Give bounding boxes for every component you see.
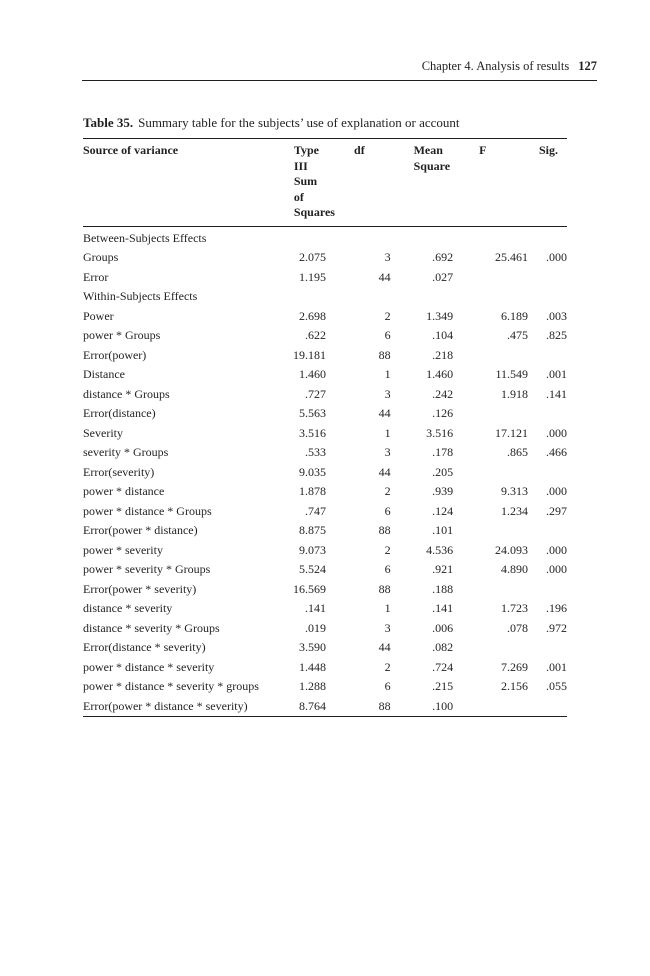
cell-source: power * severity: [83, 542, 163, 557]
cell-source: severity * Groups: [83, 445, 169, 459]
cell-f: [453, 268, 528, 288]
cell-source: Distance: [83, 367, 125, 381]
chapter-title: Chapter 4. Analysis of results: [421, 59, 570, 73]
cell-source: Error: [83, 269, 109, 284]
cell-df: 6: [384, 328, 391, 342]
cell-sig: .001: [546, 659, 567, 674]
cell-sum-of-squares: 16.569: [293, 581, 327, 596]
cell-sig: .825: [546, 328, 567, 342]
cell-df: 44: [378, 640, 391, 654]
cell-mean-square: .006: [432, 620, 454, 635]
cell-mean-square: .724: [432, 659, 454, 674]
cell-sum-of-squares: 1.448: [299, 659, 327, 674]
cell-df: 3: [384, 386, 391, 401]
cell-df: 6: [384, 503, 391, 518]
cell-source: distance * Groups: [83, 386, 170, 401]
page-number: 127: [578, 59, 597, 73]
cell-sum-of-squares: 3.516: [299, 425, 327, 440]
cell-mean-square: .104: [432, 328, 454, 342]
table-caption-text: Summary table for the subjects’ use of explanation or account: [138, 115, 460, 130]
cell-df: 44: [378, 269, 391, 284]
cell-mean-square: [391, 226, 454, 248]
cell-sum-of-squares: 19.181: [293, 347, 327, 362]
cell-df: 44: [378, 406, 391, 420]
cell-sig: .196: [546, 601, 567, 615]
cell-sig: .972: [546, 620, 567, 635]
cell-mean-square: .027: [432, 269, 454, 284]
cell-sig: [528, 580, 567, 600]
cell-mean-square: .178: [432, 445, 454, 459]
table-row: [83, 326, 567, 346]
table-row: [83, 248, 567, 268]
cell-f: [453, 521, 528, 541]
cell-sig: .001: [546, 367, 567, 381]
cell-sig: .141: [546, 386, 567, 401]
cell-source: power * severity * Groups: [83, 562, 211, 576]
cell-sig: .000: [546, 562, 567, 576]
cell-source: Error(power * distance * severity): [83, 698, 248, 713]
cell-source: Error(severity): [83, 464, 155, 479]
cell-source: power * distance: [83, 484, 165, 498]
cell-sig: .466: [546, 445, 567, 459]
table-row: [83, 424, 567, 444]
table-row: [83, 521, 567, 541]
table-row: [83, 599, 567, 619]
cell-f: 25.461: [495, 250, 528, 264]
cell-sig: .000: [546, 250, 567, 264]
cell-sum-of-squares: 3.590: [299, 640, 327, 654]
cell-f: [453, 697, 528, 717]
cell-source: Between-Subjects Effects: [83, 230, 207, 245]
cell-df: 1: [384, 367, 391, 381]
cell-f: 9.313: [501, 484, 528, 498]
table-row: [83, 677, 567, 697]
cell-f: .078: [507, 620, 528, 635]
running-head: [82, 59, 597, 81]
cell-source: power * distance * severity * groups: [83, 679, 259, 693]
cell-df: 44: [378, 464, 391, 479]
cell-f: 17.121: [495, 425, 528, 440]
cell-sig: [528, 287, 567, 307]
cell-f: [453, 638, 528, 658]
cell-sig: .000: [546, 425, 567, 440]
cell-mean-square: 4.536: [426, 542, 454, 557]
cell-mean-square: .939: [432, 484, 454, 498]
cell-df: 88: [378, 347, 391, 362]
cell-f: 2.156: [501, 679, 528, 693]
col-header-mean-square: [391, 139, 454, 227]
cell-sum-of-squares: 1.460: [299, 367, 327, 381]
cell-sum-of-squares: .141: [305, 601, 327, 615]
cell-f: 7.269: [501, 659, 528, 674]
cell-mean-square: .218: [432, 347, 454, 362]
table-row: [83, 365, 567, 385]
cell-mean-square: .126: [432, 406, 454, 420]
cell-df: 6: [384, 679, 391, 693]
cell-mean-square: .215: [432, 679, 454, 693]
cell-sum-of-squares: 9.035: [299, 464, 327, 479]
table-label: Table 35.: [83, 115, 134, 130]
col-header-sum-of-squares: [278, 139, 335, 227]
cell-sum-of-squares: 5.524: [299, 562, 327, 576]
cell-source: Within-Subjects Effects: [83, 289, 198, 303]
cell-source: distance * severity: [83, 601, 173, 615]
table-row: [83, 482, 567, 502]
cell-source: power * distance * severity: [83, 659, 215, 674]
table-row: [83, 346, 567, 366]
table-row: [83, 443, 567, 463]
cell-mean-square: .100: [432, 698, 454, 713]
col-header-ms-line1: Mean: [413, 143, 443, 157]
cell-sig: [528, 521, 567, 541]
table-row: [83, 697, 567, 717]
cell-mean-square: [391, 287, 454, 307]
col-header-f: F: [479, 143, 487, 157]
cell-f: .475: [507, 328, 528, 342]
table-row: [83, 463, 567, 483]
cell-df: 1: [384, 601, 391, 615]
cell-df: 3: [384, 445, 391, 459]
table-row: [83, 658, 567, 678]
table-header-row: [83, 139, 567, 227]
cell-source: power * Groups: [83, 328, 161, 342]
cell-df: 2: [384, 484, 391, 498]
cell-sig: [528, 346, 567, 366]
table-caption: [83, 115, 460, 131]
cell-f: [453, 346, 528, 366]
table-body: [83, 226, 567, 717]
cell-source: Error(power): [83, 347, 147, 362]
cell-mean-square: .921: [432, 562, 454, 576]
cell-sum-of-squares: .533: [305, 445, 327, 459]
cell-mean-square: .124: [432, 503, 454, 518]
cell-mean-square: .692: [432, 250, 454, 264]
cell-df: 1: [384, 425, 391, 440]
cell-mean-square: .082: [432, 640, 454, 654]
cell-sum-of-squares: 8.764: [299, 698, 327, 713]
cell-sum-of-squares: 2.075: [299, 250, 327, 264]
cell-f: 1.918: [501, 386, 528, 401]
cell-mean-square: .242: [432, 386, 454, 401]
cell-f: [453, 287, 528, 307]
cell-sum-of-squares: [278, 287, 326, 307]
cell-source: power * distance * Groups: [83, 503, 212, 518]
cell-source: Severity: [83, 425, 123, 440]
cell-df: 3: [384, 620, 391, 635]
table-row: [83, 226, 567, 248]
cell-df: 3: [384, 250, 391, 264]
cell-df: [326, 287, 391, 307]
col-header-ss-line2: of Squares: [293, 189, 335, 219]
cell-f: 24.093: [495, 542, 528, 557]
cell-df: [326, 226, 391, 248]
cell-df: 2: [384, 659, 391, 674]
cell-mean-square: .188: [432, 581, 454, 596]
table-row: [83, 638, 567, 658]
table-row: [83, 385, 567, 405]
cell-source: Error(power * distance): [83, 523, 198, 537]
cell-f: .865: [507, 445, 528, 459]
cell-mean-square: .141: [432, 601, 454, 615]
cell-sum-of-squares: 1.878: [299, 484, 327, 498]
cell-f: [453, 226, 528, 248]
cell-df: 88: [378, 698, 391, 713]
col-header-sig: Sig.: [539, 143, 559, 157]
cell-mean-square: 3.516: [426, 425, 454, 440]
cell-mean-square: 1.460: [426, 367, 454, 381]
cell-df: 6: [384, 562, 391, 576]
cell-f: 11.549: [495, 367, 528, 381]
cell-source: Error(distance): [83, 406, 156, 420]
cell-sum-of-squares: 8.875: [299, 523, 327, 537]
table-row: [83, 560, 567, 580]
cell-df: 2: [384, 542, 391, 557]
cell-source: Groups: [83, 250, 119, 264]
cell-f: 1.234: [501, 503, 528, 518]
table-row: [83, 404, 567, 424]
table-row: [83, 307, 567, 327]
cell-mean-square: .205: [432, 464, 454, 479]
cell-sig: .003: [546, 308, 567, 323]
cell-sum-of-squares: .019: [305, 620, 327, 635]
cell-sum-of-squares: .747: [305, 503, 327, 518]
cell-sig: [528, 226, 567, 248]
cell-df: 2: [384, 308, 391, 323]
cell-sum-of-squares: 2.698: [299, 308, 327, 323]
table-row: [83, 268, 567, 288]
table-row: [83, 541, 567, 561]
cell-df: 88: [378, 581, 391, 596]
cell-df: 88: [378, 523, 391, 537]
cell-f: [453, 580, 528, 600]
col-header-source: Source of variance: [83, 143, 179, 157]
cell-sum-of-squares: 1.288: [299, 679, 327, 693]
cell-sum-of-squares: .727: [305, 386, 327, 401]
col-header-ss-line1: Type III Sum: [293, 143, 319, 188]
cell-f: 4.890: [501, 562, 528, 576]
col-header-df: df: [354, 143, 365, 157]
col-header-ms-line2: Square: [413, 158, 451, 173]
cell-sig: .297: [546, 503, 567, 518]
cell-sum-of-squares: 5.563: [299, 406, 327, 420]
table-row: [83, 502, 567, 522]
cell-sig: [528, 404, 567, 424]
cell-mean-square: 1.349: [426, 308, 454, 323]
cell-sum-of-squares: [278, 226, 326, 248]
anova-summary-table: [83, 138, 567, 717]
table-row: [83, 580, 567, 600]
table-row: [83, 619, 567, 639]
cell-source: Error(distance * severity): [83, 640, 206, 654]
cell-sig: .000: [546, 542, 567, 557]
cell-f: 1.723: [501, 601, 528, 615]
cell-sig: [528, 268, 567, 288]
cell-sig: [528, 697, 567, 717]
cell-sig: [528, 638, 567, 658]
cell-sig: .000: [546, 484, 567, 498]
cell-source: Error(power * severity): [83, 581, 197, 596]
cell-f: [453, 463, 528, 483]
cell-sum-of-squares: .622: [305, 328, 327, 342]
cell-source: distance * severity * Groups: [83, 620, 220, 635]
cell-f: [453, 404, 528, 424]
cell-mean-square: .101: [432, 523, 454, 537]
table-row: [83, 287, 567, 307]
cell-source: Power: [83, 308, 114, 323]
cell-sig: .055: [546, 679, 567, 693]
cell-f: 6.189: [501, 308, 528, 323]
cell-sig: [528, 463, 567, 483]
cell-sum-of-squares: 9.073: [299, 542, 327, 557]
cell-sum-of-squares: 1.195: [299, 269, 327, 284]
